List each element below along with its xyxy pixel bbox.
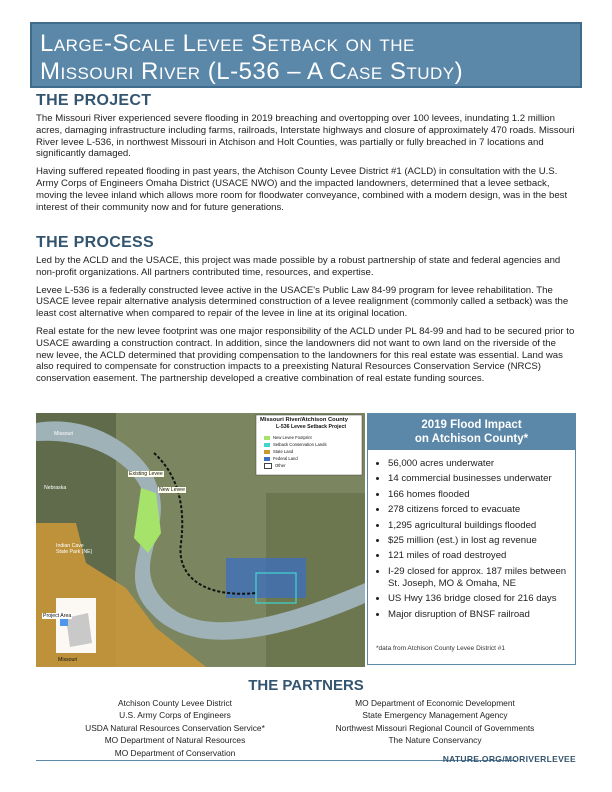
partner-name: U.S. Army Corps of Engineers [119, 710, 231, 721]
map-label-missouri-inset: Missouri [58, 657, 78, 663]
map-legend [264, 434, 327, 469]
list-item: • 278 citizens forced to evacuate [388, 504, 575, 516]
flood-impact-panel [367, 413, 576, 665]
partner-name: Atchison County Levee District [117, 698, 233, 708]
map-label-missouri: Missouri [54, 431, 74, 437]
map-label-existing-levee: Existing Levee [129, 471, 163, 477]
partner-name: MO Department of Economic Development [355, 698, 515, 708]
project-section [36, 92, 576, 213]
process-paragraph-1: Led by the ACLD and the USACE, this project was made possible by a robust partnership of state and federal agencies and non-profit organizations. All partners contributed time, resources, and expertise. [36, 255, 561, 278]
partners-heading: THE PARTNERS [248, 677, 364, 694]
map-label-project-area: Project Area [43, 613, 72, 619]
flood-impact-list [368, 458, 575, 621]
flood-impact-note: *data from Atchison County Levee District #1 [376, 645, 505, 652]
partner-name: MO Department of Conservation [114, 747, 236, 758]
project-paragraph-2: Having suffered repeated flooding in past years, the Atchison County Levee District #1 (ACLD) in consultation with the U.S. Army Corps of Engineers Omaha District (USACE NWO) and the impacted landowners, determined that a levee setback, moving the levee inland which allows more room for floodwater conveyance, combined with a modern design, was in the best interest of their community now and for future generations. [36, 166, 568, 213]
flood-impact-heading-line-2: on Atchison County* [414, 433, 529, 445]
project-heading: THE PROJECT [36, 92, 152, 109]
list-item: • $25 million (est.) in lost ag revenue [388, 535, 575, 547]
process-heading: THE PROCESS [36, 234, 154, 251]
map-legend-item: Setback Conservation Lands [264, 441, 327, 448]
list-item: • 166 homes flooded [388, 489, 575, 501]
map-label-new-levee: New Levee [159, 487, 185, 493]
process-paragraph-2: Levee L-536 is a federally constructed levee active in the USACE's Public Law 84-99 program for levee rehabilitation. The USACE levee repair alternative analysis determined construction of a levee realignment (commonly called a setback) was the least cost alternative when compared to repair of the levee in line at its original location. [36, 284, 569, 320]
list-item: • 1,295 agricultural buildings flooded [388, 520, 575, 532]
partner-name: Northwest Missouri Regional Council of Governments [335, 722, 535, 733]
footer-url-link[interactable]: NATURE.ORG/MORIVERLEVEE [442, 754, 576, 764]
list-item: • 56,000 acres underwater [388, 458, 575, 470]
map-title-line-2: L-536 Levee Setback Project [276, 424, 347, 430]
title-banner [30, 22, 582, 88]
map-legend-item: Other [264, 462, 327, 469]
map-label-nebraska: Nebraska [44, 485, 67, 491]
process-paragraph-3: Real estate for the new levee footprint was one major responsibility of the ACLD under PL 84-99 and had to be secured prior to USACE awarding a construction contract. In addition, since the landowners did not want to own land on the riverside of the new levee, the ACLD determined that providing compensation to the landowners for this real estate was essential. Land was also required to compensate for construction impacts to a preexisting Natural Resources Conservation Service (NRCS) conservation easement. The partnership developed a creative combination of real estate funding sources. [36, 325, 575, 385]
project-map [36, 413, 365, 667]
map-title-line-1: Missouri River/Atchison County [260, 417, 348, 423]
partner-name: USDA Natural Resources Conservation Service* [85, 722, 265, 733]
map-inset-project [60, 619, 68, 626]
partner-name: State Emergency Management Agency [362, 710, 508, 721]
title-line-2: Missouri River (L-536 – A Case Study) [40, 58, 464, 85]
list-item: • 121 miles of road destroyed [388, 550, 575, 562]
list-item: • Major disruption of BNSF railroad [388, 609, 575, 621]
partners-right-column [310, 697, 560, 747]
map-legend-item: New Levee Footprint [264, 434, 327, 441]
project-paragraph-1: The Missouri River experienced severe flooding in 2019 breaching and overtopping over 100 levees, inundating 1.2 million acres, damaging infrastructure including farms, railroads, Interstate highways and closure of approximately 470 roads. Missouri River levee L-536, in northwest Missouri in Atchison and Holt Counties, was partially or fully breached in 7 locations and significantly damaged. [36, 113, 575, 160]
map-label-state-land: Indian Cave State Park (NE) [56, 543, 93, 555]
map-legend-item: Federal Land [264, 455, 327, 462]
partner-name: The Nature Conservancy [388, 735, 482, 746]
list-item: • US Hwy 136 bridge closed for 216 days [388, 593, 575, 605]
title-line-1: Large-Scale Levee Setback on the [40, 30, 415, 57]
map-legend-item: State Land [264, 448, 327, 455]
flood-impact-heading [368, 414, 575, 450]
process-section [36, 234, 576, 385]
list-item: • I-29 closed for approx. 187 miles between St. Joseph, MO & Omaha, NE [388, 566, 575, 590]
partners-left-column [60, 697, 290, 759]
flood-impact-heading-line-1: 2019 Flood Impact [421, 419, 522, 431]
map-federal-land [226, 558, 306, 598]
list-item: • 14 commercial businesses underwater [388, 473, 575, 485]
partner-name: MO Department of Natural Resources [104, 735, 246, 746]
